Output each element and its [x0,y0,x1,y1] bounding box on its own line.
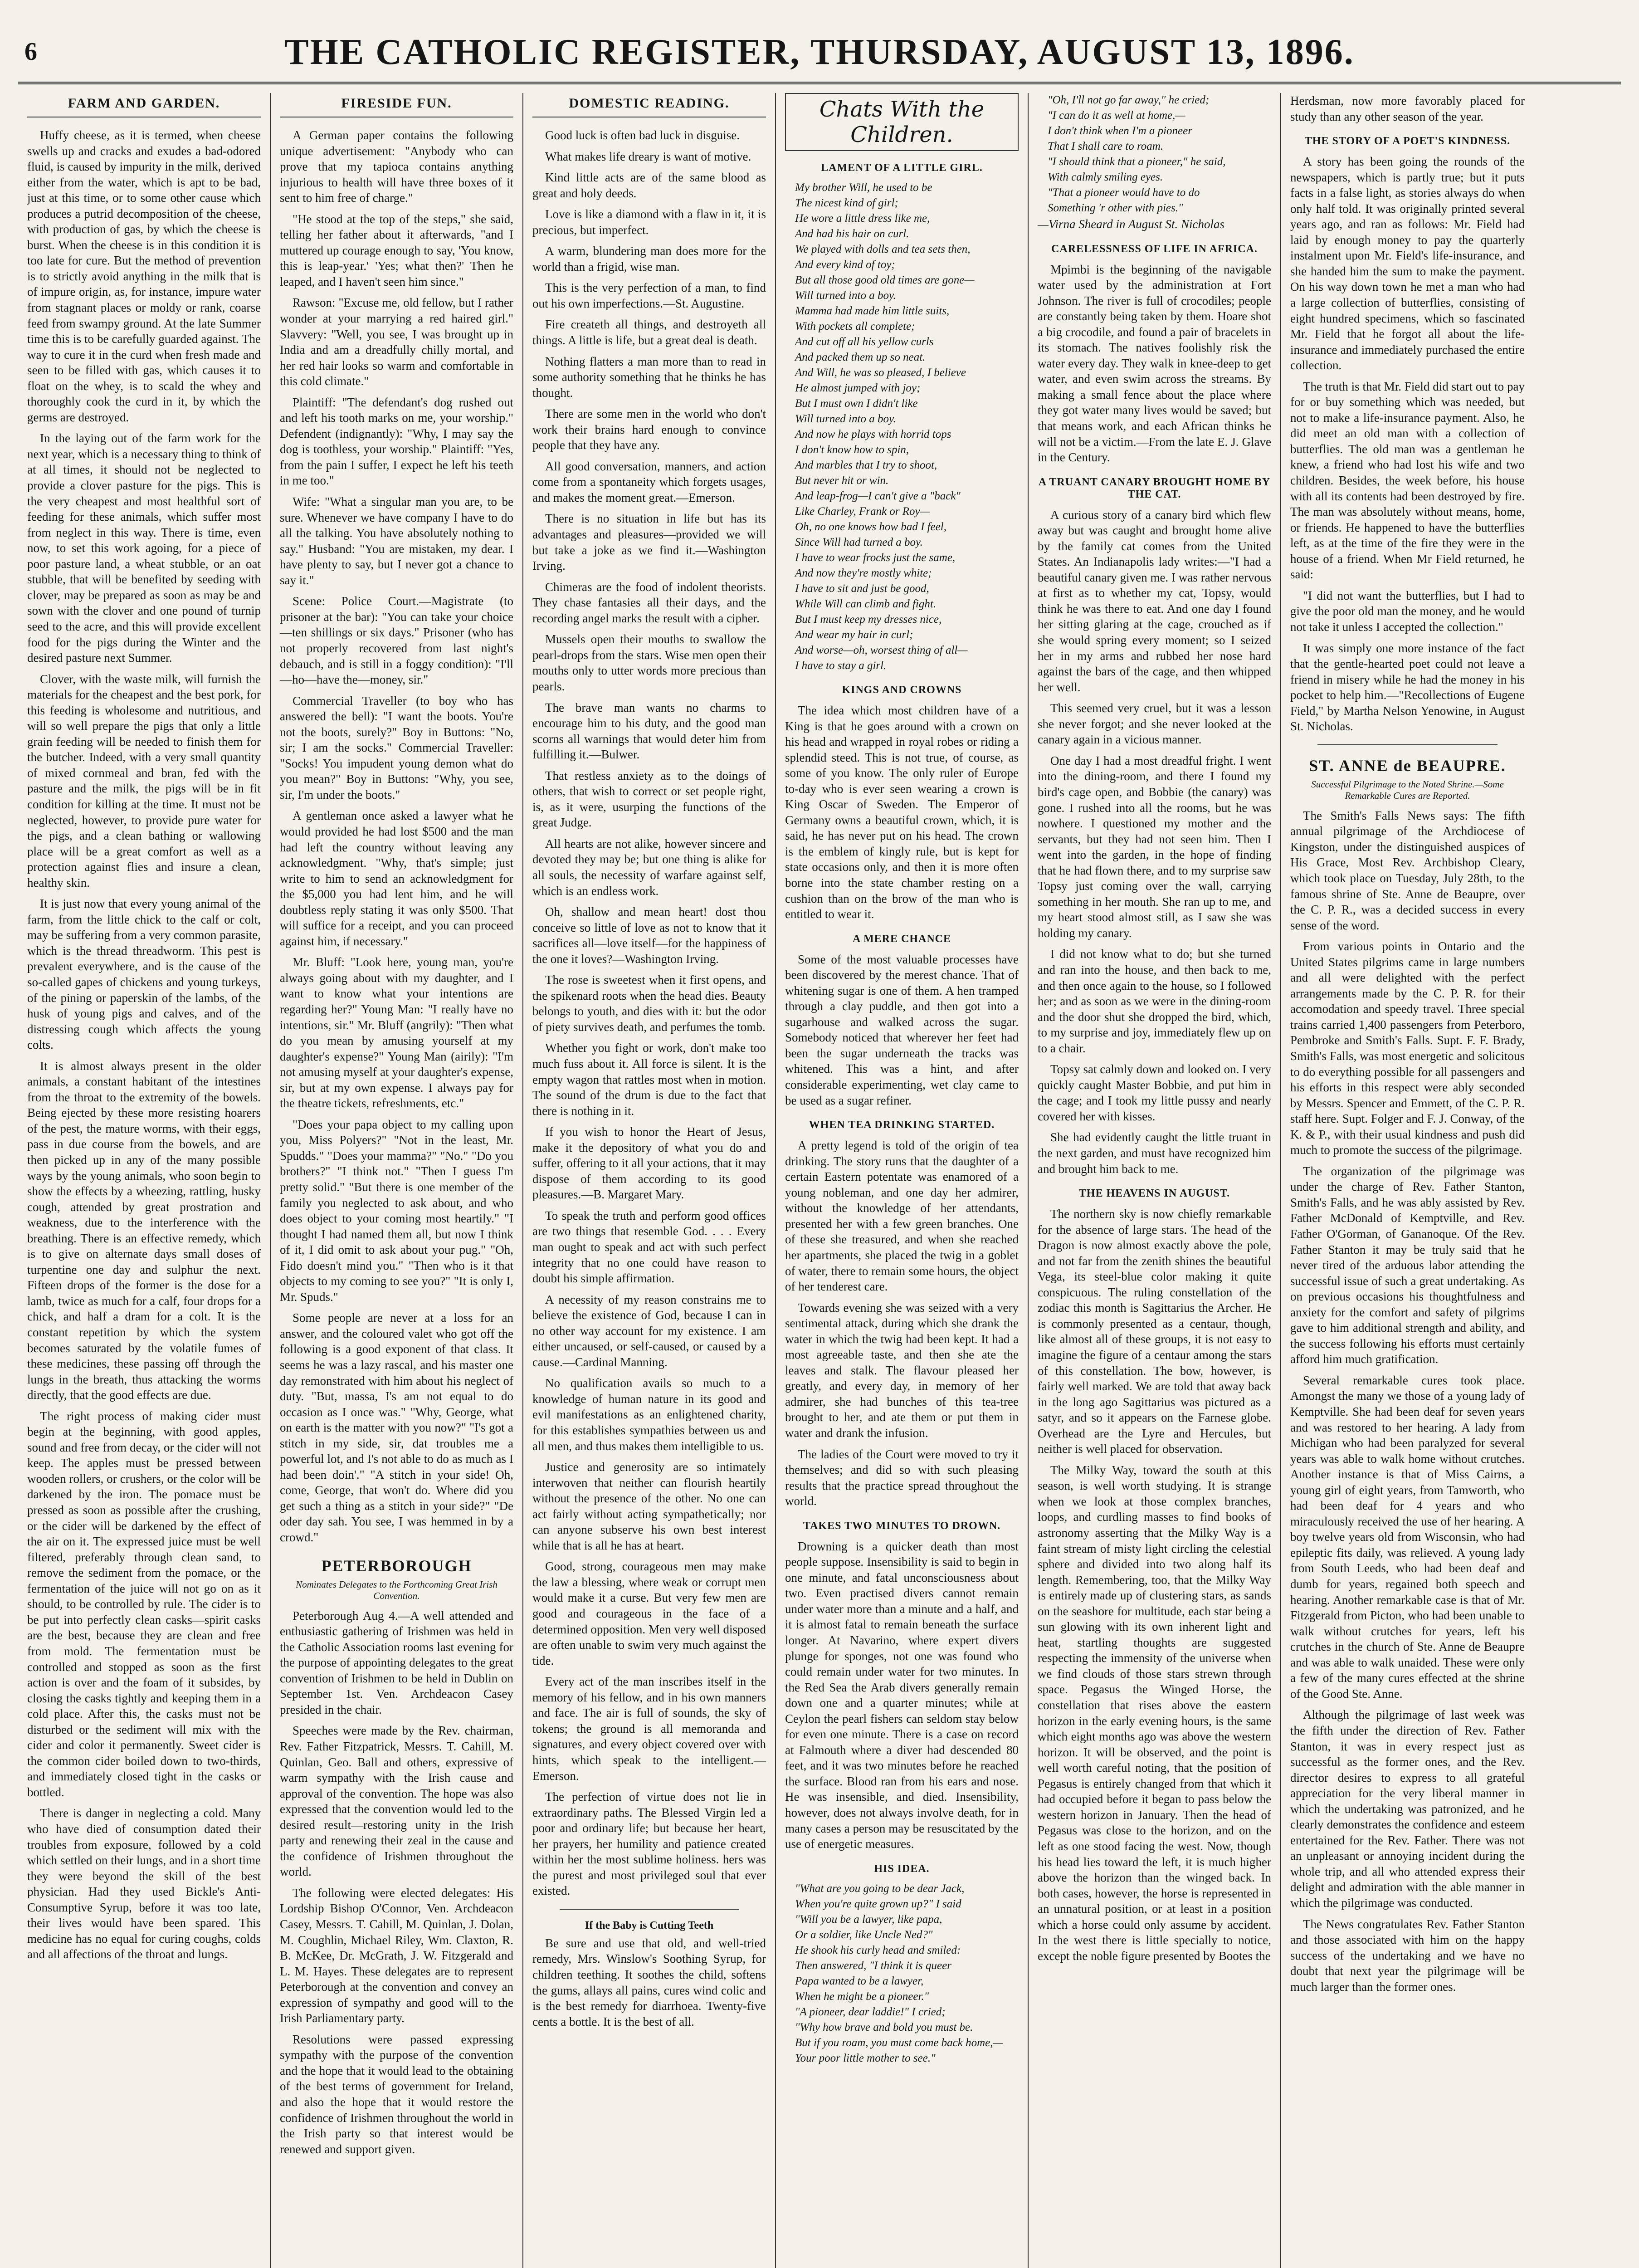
section-heading: ST. ANNE de BEAUPRE. [1309,756,1506,775]
paragraph: Plaintiff: "The defendant's dog rushed out and left his tooth marks on me, your worship." Defendent (indignantly): "Why, I may say the dog is toothless, your worship." Plaintiff: "Yes, from the pain I suffer, I expect he left his teeth in me too." [280,395,513,488]
paragraph: A curious story of a canary bird which flew away but was caught and brought home alive by the family cat comes from the United States. An Indianapolis lady writes:—"I had a beautiful canary given me. I was rather nervous at first as to whether my cat, Topsy, would think he was there to eat. And one day I found her sitting glaring at the cage, crouched as if she would spring every moment; so I seized her in my arms and rubbed her nose hard against the bars of the cage, and then whipped her well. [1038,508,1271,694]
paragraph: The truth is that Mr. Field did start out to pay for or buy something which was needed, but not to make a life-insurance payment. Also, he did meet an old man with a collection of butterflies. The old man was a gentleman he knew, a friend who had lost his wife and two children. Besides, the week before, his house with all its contents had been destroyed by fire. The man was absolutely without means, home, or friends. He happened to have the butterflies left, as at the time of the fire they were in the house of a friend. When Mr Field returned, he said: [1290,379,1525,582]
paragraph: Will turned into a boy. [795,413,896,425]
divider [1317,744,1498,745]
paragraph: All good conversation, manners, and action come from a spontaneity which forgets usages, and makes the moment great.—Emerson. [532,459,766,504]
paragraph: Wife: "What a singular man you are, to be sure. Whenever we have company I have to do all the talking. You have absolutely nothing to say." Husband: "You are mistaken, my dear. I have plenty to say, but I never got a chance to say it." [280,495,513,587]
paragraph: No qualification avails so much to a knowledge of human nature in its good and evil manifestations as an enlightened charity, for this establishes sympathies between us and all men, and thus makes them intelligible to us. [532,1376,766,1453]
columns [18,93,1621,2268]
paragraph: When you're quite grown up?" I said [795,1897,961,1910]
paragraph: Chimeras are the food of indolent theorists. They chase fantasies all their days, and the recording angel marks the result with a cipher. [532,580,766,625]
paragraph: One day I had a most dreadful fright. I went into the dining-room, and there I found my bird's cage open, and Bobbie (the canary) was gone. I rushed into all the rooms, but he was nowhere. I questioned my mother and the servants, but they had not seen him. Then I went into the garden, in the hope of finding that he had flown there, and to my surprise saw Topsy just coming over the wall, carrying something in her mouth. She ran up to me, and my heart stood almost still, as I saw she was holding my canary. [1038,753,1271,940]
paragraph: "I did not want the butterflies, but I had to give the poor old man the money, and he would not take it unless I accepted the collection." [1290,588,1525,634]
paragraph: And had his hair on curl. [795,228,909,240]
paragraph: The ladies of the Court were moved to try it themselves; and did so with such pleasing results that the practice spread throughout the world. [785,1447,1019,1508]
paragraph: But all those good old times are gone— [795,274,975,286]
paragraph: Good, strong, courageous men may make the law a blessing, where weak or corrupt men would make it a curse. But very few men are good and courageous in the face of a determined opposition. Men very well disposed are often unable to swim very much against the tide. [532,1559,766,1667]
paragraph: It is almost always present in the older animals, a constant habitant of the intestines from the throat to the extremity of the bowels. Being ejected by these more resisting hoarers of the pest, the mature worms, with their eggs, pass in due course from the bowels, and are then picked up in any of the many possible ways by the young animals, who soon begin to show the effects by a wheezing, rattling, husky cough, attended by great prostration and weakness, due to the interference with the breathing. There is an effective remedy, which is to give on alternate days small doses of turpentine one day and sulphur the next. Fifteen drops of the former is the dose for a lamb, twice as much for a calf, four drops for a chick, and half a dram for a colt. It is the constant repetition by which the system becomes saturated by the volatile fumes of these medicines, these passing off through the lungs in the breath, thus attacking the worms directly, that the good effects are due. [27,1059,261,1402]
paragraph: The organization of the pilgrimage was under the charge of Rev. Father Stanton, Smith's Falls, and he was ably assisted by Rev. Father McDonald of Kemptville, and Rev. Father O'Gorman, of Gananoque. Of the Rev. Father Stanton it may be truly said that he never tired of the arduous labor attending the successful issue of such a great undertaking. As on previous occasions his thoughtfulness and anxiety for the comfort and safety of pilgrims gave to him additional strength and ability, and the success following his efforts must certainly afford him much gratification. [1290,1164,1525,1366]
paragraph: This is the very perfection of a man, to find out his own imperfections.—St. Augustine. [532,281,766,310]
paragraph: And now they're mostly white; [795,567,932,579]
paragraph: And packed them up so neat. [795,351,926,363]
paragraph: Peterborough Aug 4.—A well attended and enthusiastic gathering of Irishmen was held in the Catholic Association rooms last evening for the purpose of appointing delegates to the great convention of Irishmen to be held in Dublin on September 1st. Ven. Archdeacon Casey presided in the chair. [280,1608,513,1716]
paragraph: Nothing flatters a man more than to read in some authority something that he thinks he has thought. [532,354,766,400]
paragraph: There are some men in the world who don't work their brains hard enough to convince people that they have any. [532,407,766,452]
paragraph: And leap-frog—I can't give a "back" [795,490,961,502]
paragraph: That I shall care to roam. [1048,140,1164,152]
section-heading: THE HEAVENS IN AUGUST. [1078,1188,1230,1200]
paragraph: When he might be a pioneer." [795,1990,929,2003]
paragraph: Since Will had turned a boy. [795,536,923,548]
paragraph: But I must keep my dresses nice, [795,613,942,626]
section-heading: A MERE CHANCE [852,933,951,945]
paragraph: Some of the most valuable processes have been discovered by the merest chance. That of whitening sugar is one of them. A hen tramped through a clay puddle, and then got into a sugarhouse and walked across the sugar. Somebody noticed that wherever her feet had been the sugar underneath the tracks was whitened. This was a hint, and after considerable experimenting, wet clay came to be used as a sugar refiner. [785,952,1019,1107]
paragraph: Rawson: "Excuse me, old fellow, but I rather wonder at your marrying a red haired girl." Slavvery: "Well, you see, I was brought up in India and am a dreadfully chilly mortal, and her red hair looks so warm and comfortable in this cold climate." [280,296,513,388]
paragraph: To speak the truth and perform good offices are two things that resemble God. . . . Every man ought to speak and act with such perfect integrity that no one could have reason to doubt his simple affirmation. [532,1208,766,1286]
paragraph: My brother Will, he used to be [795,181,932,194]
paragraph: Scene: Police Court.—Magistrate (to prisoner at the bar): "You can take your choice—ten shillings or six days." Prisoner (who has not properly recovered from last night's debauch, and is still in a foggy condition): "I'll —ho—have the—money, sir." [280,594,513,687]
paragraph: Clover, with the waste milk, will furnish the materials for the cheapest and the best pork, for this feeding is wholesome and nutritious, and will so well prepare the pigs that only a little grain feeding will be needed to finish them for the butcher. Indeed, with a very small quantity of mixed cornmeal and bran, fed with the pasture and the milk, the pigs will be in fit condition for killing at the time. It must not be neglected, however, to provide pure water for the pigs, and a clean bathing or wallowing place will be a great comfort as well as a protection against flies and insure a clean, healthy skin. [27,672,261,890]
paragraph: The nicest kind of girl; [795,197,898,209]
paragraph: A story has been going the rounds of the newspapers, which is partly true; but it puts facts in a false light, as stories always do when only half told. It was originally printed several years ago, and ran as follows: Mr. Field had laid by enough money to pay the quarterly instalment upon Mr. Field's life-insurance, and she handed him the sum to make the payment. On his way down town he met a man who had a large collection of butterflies, consisting of eight hundred specimens, which so fascinated Mr. Field that he forgot all about the life-insurance and immediately purchased the entire collection. [1290,155,1525,372]
paragraph: I have to stay a girl. [795,660,887,672]
paragraph: The following were elected delegates: His Lordship Bishop O'Connor, Ven. Archdeacon Casey, Messrs. T. Cahill, M. Quinlan, J. Dolan, M. Coughlin, Michael Riley, Wm. Claxton, R. B. McKee, Dr. McGrath, J. W. Fitzgerald and L. M. Hayes. These delegates are to represent Peterborough at the convention and convey an expression of sympathy and good will to the Irish Parliamentary party. [280,1886,513,2025]
paragraph: There is no situation in life but has its advantages and pleasures—provided we will but take a joke as we find it.—Washington Irving. [532,512,766,573]
column-six [1281,93,1534,2268]
paragraph: Oh, shallow and mean heart! dost thou conceive so little of love as not to know that it sacrifices all—love itself—for the happiness of the one it loves?—Washington Irving. [532,905,766,966]
paragraph: I did not know what to do; but she turned and ran into the house, and then back to me, and then once again to the house, so I followed her; and as soon as we were in the dining-room and the door shut she dropped the bird, which, to my surprise and joy, immediately flew up on to a chair. [1038,947,1271,1055]
paragraph: Towards evening she was seized with a very sentimental attack, during which she drank the water in which the twig had been kept. It had a most agreeable taste, and then she ate the leaves and stalk. The flavour pleased her greatly, and every day, in memory of her admirer, she had bunches of this tea-tree brought to her, and ate them or put them in water and drank the infusion. [785,1300,1019,1440]
paragraph: The perfection of virtue does not lie in extraordinary paths. The Blessed Virgin led a poor and ordinary life; but because her heart, her prayers, her humility and patience created within her the most sublime holiness. hers was the purest and most privileged soul that ever existed. [532,1790,766,1898]
section-heading: A TRUANT CANARY BROUGHT HOME BY THE CAT. [1038,476,1271,500]
paragraph: Resolutions were passed expressing sympathy with the purpose of the convention and the hope that it would lead to the obtaining of the best terms of government for Ireland, and also the hope that it would restore the confidence of Irishmen throughout the world in the Irish party so that interest would be renewed and support given. [280,2032,513,2156]
paragraph: From various points in Ontario and the United States pilgrims came in large numbers and all were delighted with the perfect arrangements made by the C. P. R. for their accomodation and speedy travel. Three special trains carried 1,400 passengers from Peterboro, Pembroke and Smith's Falls. Supt. F. F. Brady, Smith's Falls, was most energetic and solicitous to do everything possible for all passengers and his efforts in this respect were ably seconded by Messrs. Spencer and Emmett, of the C. P. R. staff here. Supt. Folger and F. J. Conway, of the K. & P., with their usual kindness and push did much to promote the success of the pilgrimage. [1290,939,1525,1157]
paragraph: Mamma had made him little suits, [795,305,950,317]
paragraph: A necessity of my reason constrains me to believe the existence of God, because I can in no other way account for my existence. I am either uncaused, or self-caused, or caused by a cause.—Cardinal Manning. [532,1292,766,1369]
paragraph: "He stood at the top of the steps," she said, telling her father about it afterwards, "and I muttered up courage enough to say, 'You know, this is leap-year.' 'Yes; what then?' Then he leaped, and I haven't seen him since." [280,212,513,288]
paragraph: Love is like a diamond with a flaw in it, it is precious, but imperfect. [532,207,766,237]
column-heading: FIRESIDE FUN. [280,96,513,117]
paragraph: She had evidently caught the little truant in the next garden, and must have recognized him and brought him back to me. [1038,1130,1271,1176]
advertisement-heading: If the Baby is Cutting Teeth [585,1919,714,1931]
paragraph: Mr. Bluff: "Look here, young man, you're always going about with my daughter, and I want to know what your intentions are regarding her?" Young Man: "I really have no intentions, sir." Mr. Bluff (angrily): "Then what do you mean by amusing yourself at my daughter's expense?" Young Man (airily): "I'm not amusing myself at your daughter's expense, sir, but at my own expense. I always pay for the theatre tickets, refreshments, etc." [280,955,513,1110]
section-heading: TAKES TWO MINUTES TO DROWN. [803,1520,1001,1532]
paragraph: Good luck is often bad luck in disguise. [545,128,740,142]
paragraph: A gentleman once asked a lawyer what he would provided he had lost $500 and the man had left the country without leaving any acknowledgment. "Why, that's simple; just write to him to send an acknowledgment for the $5,000 you had lent him, and he will doubtless reply stating it was only $500. That will suffice for a receipt, and you can proceed against him, if necessary." [280,809,513,948]
paragraph: Some people are never at a loss for an answer, and the coloured valet who got off the following is a good exponent of that class. It seems he was a lazy rascal, and his master one day remonstrated with him about his neglect of duty. "But, massa, I's am not equal to do occasion as I once was." "Why, George, what on earth is the matter with you now?" "I's got a stitch in my side, sir, dat troubles me a powerful lot, and I's not able to do as much as I had been doin'." "A stitch in your side! Oh, come, George, that won't do. Where did you get such a thing as a stitch in your side?" "De oder day sah. You see, I was hemmed in by a crowd." [280,1311,513,1545]
paragraph: The Smith's Falls News says: The fifth annual pilgrimage of the Archdiocese of Kingston, under the distinguished auspices of His Grace, Most Rev. Archbishop Cleary, which took place on Tuesday, July 28th, to the famous shrine of Ste. Anne de Beaupre, over the C. P. R., was a decided success in every sense of the word. [1290,808,1525,932]
column-heading: FARM AND GARDEN. [27,96,261,117]
paragraph: The Milky Way, toward the south at this season, is well worth studying. It is strange when we look at those complex branches, loops, and curdling masses to find books of astronomy asserting that the Milky Way is a faint stream of misty light circling the celestial sphere and divided into two along half its length. Remembering, too, that the Milky Way is entirely made up of clustering stars, as sands on the seashore for multitude, each star being a sun glowing with its own inherent light and heat, startling thoughts are suggested respecting the immensity of the universe when we find clouds of those stars strewn through space. Pegasus the Winged Horse, the constellation that rises above the eastern horizon in the early evening hours, is the same which eight months ago was above the western horizon. It will be observed, and the point is well worth careful noting, that the position of Pegasus is entirely changed from that which it had occupied before it began to pass below the western horizon in January. Then the head of Pegasus was close to the horizon, and on the left as one stood facing the west. Now, though his head lies toward the left, it is much higher above the horizon than the winged back. In both cases, however, the horse is represented in an unnatural position, or at least in a position which a horse could only assume by accident. In the west there is little specially to notice, except the noble figure presented by Bootes the [1038,1463,1271,1963]
paragraph: "I should think that a pioneer," he said, [1048,156,1226,168]
paragraph: "Why how brave and bold you must be. [795,2021,973,2033]
paragraph: The News congratulates Rev. Father Stanton and those associated with him on the happy success of the undertaking and we have no doubt that next year the pilgrimage will be much larger than the former ones. [1290,1917,1525,1994]
paragraph: Several remarkable cures took place. Amongst the many we those of a young lady of Kemptville. She had been deaf for seven years and was restored to her hearing. A lady from Michigan who had been paralyzed for several years was able to walk home without crutches. Another instance is that of Miss Cairns, a young girl of eight years, from Tamworth, who had been deaf for 4 years and who miraculously received the use of her hearing. A boy twelve years old from Wisconsin, who had epileptic fits daily, was relieved. A young lady from South Leeds, who had been deaf and dumb for years, regained both speech and hearing. Another remarkable case is that of Mr. Fitzgerald from Picton, who had been unable to walk without crutches for years, left his crutches in the church of Ste. Anne de Beaupre and was able to walk unaided. These were only a few of the many cures effected at the shrine of the Good Ste. Anne. [1290,1373,1525,1701]
paragraph: But never hit or win. [795,474,889,487]
paragraph: And now he plays with horrid tops [795,428,951,440]
paragraph: "Oh, I'll not go far away," he cried; [1048,94,1210,106]
poem-credit: —Virna Sheard in August St. Nicholas [1038,217,1225,231]
paragraph: Something 'r other with pies." [1048,202,1183,214]
paragraph: Your poor little mother to see." [795,2052,936,2064]
paragraph: While Will can climb and fight. [795,598,937,610]
column-chats-with-children [776,93,1029,2268]
column-heading: Chats With the Children. [785,93,1019,151]
column-heading: DOMESTIC READING. [532,96,766,117]
paragraph: What makes life dreary is want of motive. [545,149,751,163]
poem [785,1882,1019,2066]
paragraph: And Will, he was so pleased, I believe [795,367,966,379]
section-heading: PETERBOROUGH [321,1556,472,1575]
paragraph: Fire createth all things, and destroyeth all things. A little is life, but a great deal is death. [532,318,766,347]
divider [560,1909,739,1910]
paragraph: With calmly smiling eyes. [1048,171,1163,183]
paragraph: Will turned into a boy. [795,289,896,302]
paragraph: Justice and generosity are so intimately interwoven that neither can flourish heartily without the presence of the other. No one can act fairly without acting sympathetically; nor can anyone subserve his own best interest while that is all he has at heart. [532,1460,766,1552]
column-farm-and-garden [18,93,271,2268]
paragraph: Oh, no one knows how bad I feel, [795,521,946,533]
paragraph: Speeches were made by the Rev. chairman, Rev. Father Fitzpatrick, Messrs. T. Cahill, M. Quinlan, Geo. Ball and others, expressive of warm sympathy with the Irish cause and approval of the convention. The hope was also expressed that the convention would led to the desired result—restoring unity in the Irish party and renewing their zeal in the cause and the confidence of Irishmen throughout the world. [280,1724,513,1879]
poem [785,181,1019,673]
paragraph: Huffy cheese, as it is termed, when cheese swells up and cracks and exudes a bad-odored fluid, is caused by impurity in the milk, derived either from the water, which is apt to be bad, just at this time, or to some other cause which produces a putrid decomposition of the cheese, with production of gas, by which the cheese is burst. When the cheese is in this condition it is too late for cure. But the method of prevention is to strictly avoid anything in the milk that is of impure origin, as, for instance, impure water from stagnant places or moldy or rank, coarse feed from swampy ground. At the late Summer time this is to be carefully guarded against. The way to cure it in the curd when fresh made and seen to be filled with gas, which causes it to float on the whey, is to scald the whey and thoroughly cook the curd in it, by which the germs are destroyed. [27,128,261,424]
paragraph: A warm, blundering man does more for the world than a frigid, wise man. [532,244,766,274]
paragraph: With pockets all complete; [795,320,915,332]
masthead [18,14,1621,84]
page-number: 6 [24,38,37,66]
paragraph: Mpimbi is the beginning of the navigable water used by the administration at Fort Johnson. The river is full of crocodiles; people are constantly being taken by them. Hoare shot a big crocodile, and found a pair of bracelets in its stomach. The natives foolishly risk the water every day. They walk in knee-deep to get water, and even swim across the streams. By making a small fence about the place where they got water many lives would be saved; but that means work, and each African thinks he will not be a victim.—From the late E. J. Glave in the Century. [1038,262,1271,464]
paragraph: "Does your papa object to my calling upon you, Miss Polyers?" "Not in the least, Mr. Spudds." "Does your mamma?" "No." "Do you brothers?" "I think not." "Then I guess I'm pretty solid." "But there is one member of the family you neglected to ask about, and who does object to your coming most heartily." "I thought I had named them all, but now I think of it, I did omit to ask about your pug." "Oh, Fido doesn't mind you." "Then who is it that objects to my coming to see you?" "It is only I, Mr. Spuds." [280,1117,513,1304]
paragraph: All hearts are not alike, however sincere and devoted they may be; but one thing is alike for all souls, the necessity of warfare against self, which is an endless work. [532,836,766,898]
paragraph: In the laying out of the farm work for the next year, which is a necessary thing to think of at all times, it should not be neglected to provide a clover pasture for the pigs. This is the very cheapest and most healthful sort of feeding for these animals, which suffer most from neglect in this way. There is time, even now, to set this work agoing, for a piece of poor pasture land, a wheat stubble, or an oat stubble, that will be benefited by seeding with clover, may be prepared as soon as may be and sown with the clover and one pound of turnip seed to the acre, and this will provide excellent food for the pigs during the Winter and the desired pasture next Summer. [27,431,261,665]
paragraph: And every kind of toy; [795,259,895,271]
paragraph: This seemed very cruel, but it was a lesson she never forgot; and she never looked at the canary again in a vicious manner. [1038,701,1271,747]
paragraph: "What are you going to be dear Jack, [795,1882,965,1895]
paragraph: I have to sit and just be good, [795,582,929,595]
paragraph: The right process of making cider must begin at the beginning, with good apples, sound and free from decay, or the cider will not keep. The apples must be pressed between wooden rollers, or crushers, or the color will be darkened by the iron. The pomace must be pressed as soon as possible after the crushing, or the cider will be darkened by the effect of the air on it. The expressed juice must be well filtered, preferably through clean sand, to remove the sediment from the pomace, or the fermentation of the juice will not go on as it should, to be controlled by rule. The cider is to be put into perfectly clean casks—spirit casks are the best, because they are clean and free from mold. The fermentation must be controlled and stopped as soon as the first action is over and the foam of it subsides, by closing the casks tightly and keeping them in a cold place. After this, the casks must not be disturbed or the sediment will mix with the cider and color it permanently. Sweet cider is the common cider boiled down to two-thirds, and immediately closed tight in the casks or bottled. [27,1409,261,1799]
article-body [1290,154,1525,734]
paragraph: "That a pioneer would have to do [1048,186,1200,199]
section-heading: KINGS AND CROWNS [842,684,962,696]
paragraph: Kind little acts are of the same blood as great and holy deeds. [532,171,766,200]
paragraph: "I can do it as well at home,— [1048,109,1185,122]
poem-title: HIS IDEA. [874,1862,930,1875]
paragraph: He shook his curly head and smiled: [795,1944,961,1956]
article-body [1290,808,1525,1994]
poem-title: LAMENT OF A LITTLE GIRL. [821,162,983,174]
article-sections [785,684,1019,1852]
article-body [280,127,513,1545]
paragraph: Mussels open their mouths to swallow the pearl-drops from the stars. Wise men open their mouths only to utter words more precious than pearls. [532,632,766,693]
advertisement-text: Be sure and use that old, and well-tried remedy, Mrs. Winslow's Soothing Syrup, for children teething. It soothes the child, softens the gums, allays all pains, cures wind colic and is the best remedy for diarrhoea. Twenty-five cents a bottle. It is the best of all. [532,1936,766,2028]
column-five [1029,93,1281,2268]
section-byline: Nominates Delegates to the Forthcoming Great Irish Convention. [296,1579,498,1601]
paragraph: Although the pilgrimage of last week was the fifth under the direction of Rev. Father Stanton, it was in every respect just as successful as the former ones, and the Rev. director desires to express to all grateful appreciation for the very liberal manner in which the undertaking was patronized, and he clearly demonstrates the confidence and esteem entertained for the Rev. Father. There was not an unpleasant or annoying incident during the whole trip, and all who attended express their delight and admiration with the able manner in which the pilgrimage was conducted. [1290,1708,1525,1910]
paragraph: But if you roam, you must come back home,— [795,2036,1003,2049]
paragraph: And cut off all his yellow curls [795,336,934,348]
article-sections [1038,243,1271,1964]
newspaper-page [18,14,1621,2268]
paragraph: The rose is sweetest when it first opens, and the spikenard roots when the head dies. Beauty belongs to youth, and dies with it: but the odor of piety survives death, and perfumes the tomb. [532,973,766,1034]
paragraph: The idea which most children have of a King is that he goes around with a crown on his head and wrapped in royal robes or riding a splendid steed. This is not true, of course, as some of you know. The only ruler of Europe to-day who is ever seen wearing a crown is King Oscar of Sweden. The Emperor of Germany owns a beautiful crown, which, it is said, he has never put on his head. The crown is the emblem of kingly rule, but is kept for state occasions only, and then it is more often borne into the state chamber resting on a cushion than on the brow of the man who is entitled to wear it. [785,704,1019,921]
paragraph: A German paper contains the following unique advertisement: "Anybody who can prove that my tapioca contains anything injurious to health will have three boxes of it sent to him free of charge." [280,128,513,205]
paragraph: Or a soldier, like Uncle Ned?" [795,1928,933,1941]
paragraph: And wear my hair in curl; [795,629,913,641]
newspaper-title: THE CATHOLIC REGISTER, THURSDAY, AUGUST 13, 1896. [284,32,1355,72]
paragraph: There is danger in neglecting a cold. Many who have died of consumption dated their troubles from exposure, followed by a cold which settled on their lungs, and in a short time they were beyond the skill of the best physician. Had they used Bickle's Anti-Consumptive Syrup, before it was too late, their lives would have been spared. This medicine has no equal for curing coughs, colds and all affections of the throat and lungs. [27,1806,261,1961]
paragraph: Every act of the man inscribes itself in the memory of his fellow, and in his own manners and face. The air is full of sounds, the sky of tokens; the ground is all memoranda and signatures, and every object covered over with hints, which speak to the intelligent.—Emerson. [532,1675,766,1783]
paragraph: A pretty legend is told of the origin of tea drinking. The story runs that the daughter of a certain Eastern potentate was enamored of a young nobleman, and one day her admirer, without the knowledge of her attendants, presented her with a few green branches. One of these she treasured, and when she reached her apartments, she placed the twig in a goblet of water, there to remain some hours, the object of her tenderest care. [785,1139,1019,1294]
paragraph: "Will you be a lawyer, like papa, [795,1913,942,1926]
paragraph: It is just now that every young animal of the farm, from the little chick to the calf or colt, may be suffering from a very common parasite, which is the thread threadworm. This pest is prevalent everywhere, and is the cause of the so-called gapes of chickens and young turkeys, of the pining or paperskin of the lambs, of the husk of young pigs and calves, and of the distressing cough which affects the young colts. [27,897,261,1052]
paragraph: Drowning is a quicker death than most people suppose. Insensibility is said to begin in one minute, and fatal unconsciousness about two. Even practised divers cannot remain under water more than a minute and a half, and it is almost fatal to remain beneath the surface longer. At Navarino, where expert divers plunge for sponges, not one was found who could remain under water for two minutes. In the Red Sea the Arab divers generally remain down one and a quarter minutes; while at Ceylon the pearl fishers can seldom stay below for even one minute. There is a case on record at Falmouth where a diver had descended 80 feet, and it was two minutes before he reached the surface. Blood ran from his ears and nose. He was insensible, and died. Insensibility, however, does not always involve death, for in many cases a person may be resuscitated by the use of energetic measures. [785,1539,1019,1851]
paragraph: I don't think when I'm a pioneer [1048,125,1192,137]
paragraph: It was simply one more instance of the fact that the gentle-hearted poet could not leave a friend in misery while he had the money in his pocket to help him.—"Recollections of Eugene Field," by Martha Nelson Yenowine, in August St. Nicholas. [1290,641,1525,733]
paragraph: Then answered, "I think it is queer [795,1959,951,1972]
paragraph: But I must own I didn't like [795,397,918,410]
section-heading: CARELESSNESS OF LIFE IN AFRICA. [1051,243,1258,255]
paragraph: We played with dolls and tea sets then, [795,243,971,255]
paragraph: And worse—oh, worsest thing of all— [795,644,968,656]
section-byline: Successful Pilgrimage to the Noted Shrine.—Some Remarkable Cures are Reported. [1311,778,1504,801]
column-fireside-fun [271,93,523,2268]
paragraph: And marbles that I try to shoot, [795,459,937,471]
paragraph: He almost jumped with joy; [795,382,921,394]
paragraph: Topsy sat calmly down and looked on. I very quickly caught Master Bobbie, and put him in the cage; and I took my little pussy and nearly covered her with kisses. [1038,1062,1271,1123]
article-body [27,127,261,1962]
paragraph: The brave man wants no charms to encourage him to his duty, and the good man scorns all warnings that would deter him from fulfilling it.—Bulwer. [532,700,766,762]
continued-text: Herdsman, now more favorably placed for study than any other season of the year. [1290,94,1525,123]
paragraph: That restless anxiety as to the doings of others, that wish to correct or set people right, is, as it were, usurping the functions of the great Judge. [532,768,766,830]
paragraph: Like Charley, Frank or Roy— [795,505,930,518]
article-body [280,1608,513,2157]
section-heading: THE STORY OF A POET'S KINDNESS. [1304,135,1511,147]
column-domestic-reading [523,93,776,2268]
paragraph: I have to wear frocks just the same, [795,552,956,564]
paragraph: "A pioneer, dear laddie!" I cried; [795,2005,946,2018]
paragraph: Whether you fight or work, don't make too much fuss about it. All force is silent. It is the empty wagon that rattles most when in motion. The sound of the drum is due to the fact that there is nothing in it. [532,1041,766,1118]
section-heading: WHEN TEA DRINKING STARTED. [809,1119,995,1131]
paragraph: The northern sky is now chiefly remarkable for the absence of large stars. The head of the Dragon is now almost exactly above the pole, and not far from the zenith shines the beautiful Vega, its steel-blue color making it quite conspicuous. The ruling constellation of the zodiac this month is Sagittarius the Archer. He is commonly presented as a centaur, though, like almost all of these groups, it is not easy to imagine the figure of a centaur among the stars of this constellation. The bow, however, is fairly well marked. We are told that away back in the long ago Sagittarius was pictured as a satyr, and so it appears on the Farnese globe. Overhead are the Lyre and Hercules, but neither is well placed for observation. [1038,1207,1271,1456]
paragraph: Commercial Traveller (to boy who has answered the bell): "I want the boots. You're not the boots, surely?" Boy in Buttons: "No, sir; I am the socks." Commercial Traveller: "Socks! You impudent young demon what do you mean?" Boy in Buttons: "Why, you see, sir, I'm under the boots." [280,694,513,802]
paragraph: Papa wanted to be a lawyer, [795,1975,924,1987]
paragraph: He wore a little dress like me, [795,212,930,225]
paragraph: If you wish to honor the Heart of Jesus, make it the depository of what you do and suffer, offering to it all your actions, that it may dispose of them according to its good pleasures.—B. Margaret Mary. [532,1125,766,1202]
poem [1038,93,1271,215]
paragraph: I don't know how to spin, [795,444,909,456]
article-body [532,127,766,1899]
